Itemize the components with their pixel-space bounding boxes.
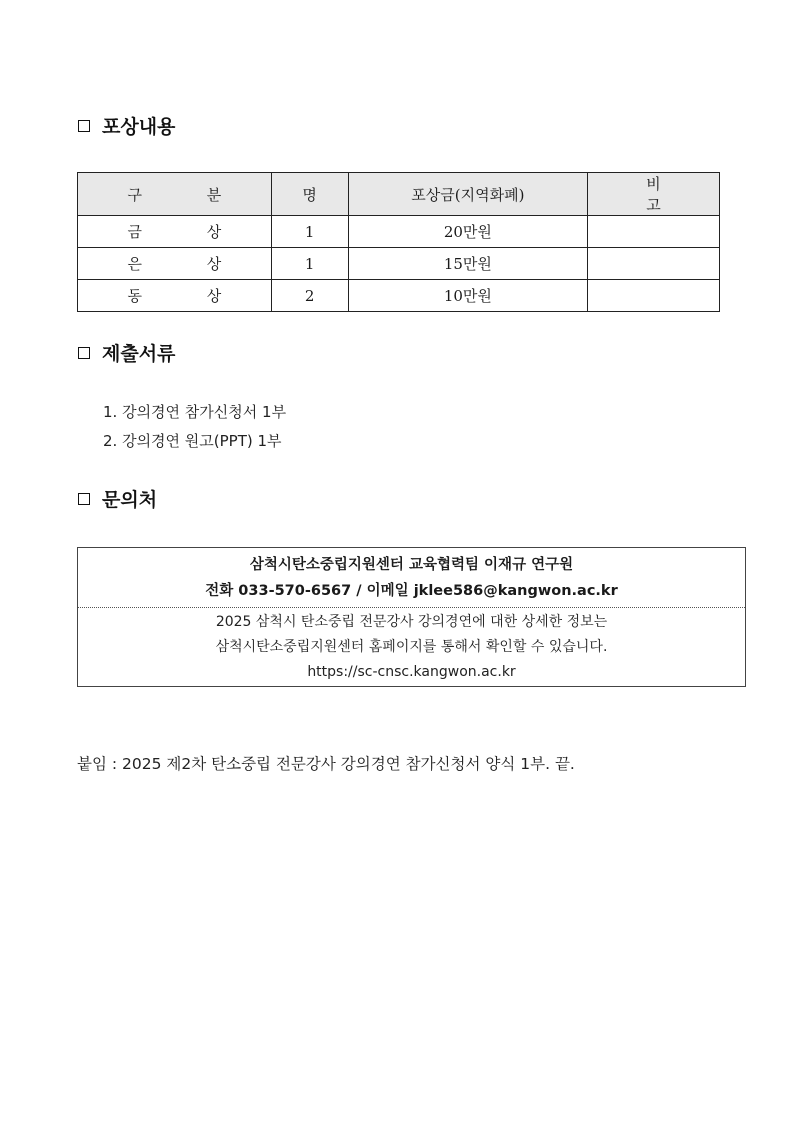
header-category: 구 분 — [78, 173, 272, 216]
checkbox-icon — [78, 493, 90, 505]
section-contact-title: 문의처 — [102, 489, 158, 511]
table-row — [78, 248, 720, 280]
contact-person: 삼척시탄소중립지원센터 교육협력팀 이재규 연구원 — [249, 557, 574, 573]
cell-category: 금 상 — [78, 216, 272, 248]
cell-amount: 20만원 — [348, 216, 588, 248]
list-item: 1. 강의경연 참가신청서 1부 — [103, 403, 287, 421]
table-row — [78, 280, 720, 312]
attachment-note: 붙임 : 2025 제2차 탄소중립 전문강사 강의경연 참가신청서 양식 1부. 끝. — [77, 755, 575, 773]
cell-category: 동 상 — [78, 280, 272, 312]
contact-box — [77, 547, 746, 687]
award-table — [77, 172, 720, 312]
cell-note — [588, 248, 720, 280]
award-table-header-row — [78, 173, 720, 216]
cell-amount: 15만원 — [348, 248, 588, 280]
cell-count: 2 — [271, 280, 348, 312]
header-count: 명 — [271, 173, 348, 216]
contact-phone-email: 전화 033-570-6567 / 이메일 jklee586@kangwon.ac.kr — [205, 583, 618, 599]
cell-note — [588, 216, 720, 248]
section-contact-heading — [78, 485, 157, 512]
contact-info — [78, 608, 745, 685]
contact-info-line2: 삼척시탄소중립지원센터 홈페이지를 통해서 확인할 수 있습니다. — [215, 639, 608, 655]
cell-count: 1 — [271, 216, 348, 248]
cell-note — [588, 280, 720, 312]
cell-amount: 10만원 — [348, 280, 588, 312]
contact-url[interactable]: https://sc-cnsc.kangwon.ac.kr — [307, 664, 516, 680]
table-row — [78, 216, 720, 248]
header-amount: 포상금(지역화폐) — [348, 173, 588, 216]
cell-count: 1 — [271, 248, 348, 280]
documents-list — [103, 398, 286, 456]
contact-header — [78, 548, 745, 608]
section-documents-title: 제출서류 — [102, 343, 176, 365]
cell-category: 은 상 — [78, 248, 272, 280]
list-item: 2. 강의경연 원고(PPT) 1부 — [103, 432, 282, 450]
section-award-heading — [78, 112, 175, 139]
header-note: 비 고 — [588, 173, 720, 216]
section-documents-heading — [78, 339, 175, 366]
checkbox-icon — [78, 347, 90, 359]
section-award-title: 포상내용 — [102, 116, 176, 138]
contact-info-line1: 2025 삼척시 탄소중립 전문강사 강의경연에 대한 상세한 정보는 — [215, 614, 608, 630]
checkbox-icon — [78, 120, 90, 132]
